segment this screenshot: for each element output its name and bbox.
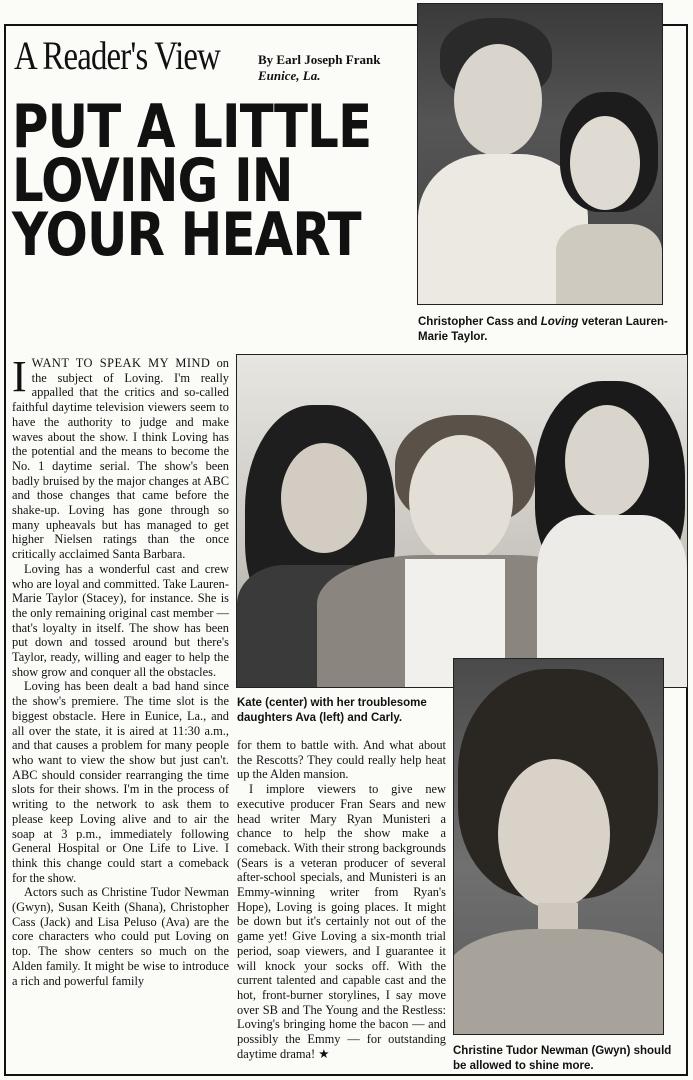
headline-line-2: LOVING IN <box>12 146 293 216</box>
drop-cap: I <box>12 352 27 401</box>
paragraph-5: for them to battle with. And what about the Rescotts? They could really help heat up the Alden mansion. <box>237 738 446 782</box>
paragraph-4: Actors such as Christine Tudor Newman (Gwyn), Susan Keith (Shana), Christopher Cass (Jack) and Lisa Peluso (Ava) are the core characters who could put Loving on top. The show centers so much on the Alden family. It might be wise to introduce a rich and powerful family <box>12 885 229 988</box>
article-column-1 <box>12 352 229 988</box>
caption-top-show: Loving <box>540 316 579 328</box>
caption-top-text-1: Christopher Cass and <box>418 316 541 328</box>
lead-in: WANT TO SPEAK MY MIND <box>31 356 211 370</box>
paragraph-3: Loving has been dealt a bad hand since the show's premiere. The time slot is the biggest obstacle. Here in Eunice, La., and all over the state, it is aired at 11:30 a.m., and that causes a problem for many people who want to view the show but just can't. ABC should consider rearranging the time slots for their shows. I'm in the process of writing to the network to ask them to please keep Loving alive and to air the soap at 3 p.m., immediately following General Hospital or One Life to Live. I think this change could start a comeback for the show. <box>12 679 229 885</box>
paragraph-1 <box>12 352 229 562</box>
caption-bottom: Christine Tudor Newman (Gwyn) should be allowed to shine more. <box>453 1045 672 1072</box>
caption-middle: Kate (center) with her troublesome daughters Ava (left) and Carly. <box>237 697 427 724</box>
headline-line-3: YOUR HEART <box>12 200 361 270</box>
photo-christine-tudor-newman <box>453 658 664 1035</box>
photo-cass-taylor <box>417 3 663 305</box>
caption-top-text-2: veteran Lauren-Marie Taylor. <box>418 316 668 343</box>
caption-top <box>418 315 668 345</box>
article-column-2 <box>237 738 446 1061</box>
byline-author: By Earl Joseph Frank <box>258 52 381 67</box>
headline-line-1: PUT A LITTLE <box>12 92 372 162</box>
byline-location: Eunice, La. <box>258 68 321 83</box>
section-kicker: A Reader's View <box>14 33 221 78</box>
byline <box>258 52 380 84</box>
paragraph-2: Loving has a wonderful cast and crew who are loyal and committed. Take Lauren-Marie Taylor (Stacey), for instance. She is the only remaining original cast member — that's loyalty in itself. The show has been put down and tossed around but there's Taylor, ready, willing and eager to help the show grow and conquer all the obstacles. <box>12 561 229 679</box>
headline <box>12 92 372 270</box>
paragraph-6: I implore viewers to give new executive producer Fran Sears and new head writer Mary Ryan Munisteri a chance to help the show make a comeback. With their strong backgrounds (Sears is a veteran producer of several after-school specials, and Munisteri is an Emmy-winning writer from Ryan's Hope), Loving is going places. It might be down but it's certainly not out of the game yet! Give Loving a six-month trial period, soap viewers, and I guarantee it will knock your socks off. With the current talented and capable cast and the hot, front-burner storylines, I say move over SB and The Young and the Restless: Loving's bringing home the bacon — and possibly the Emmy — for outstanding daytime drama! ★ <box>237 782 446 1061</box>
paragraph-1-text: on the subject of Loving. I'm really appalled that the critics and so-called faithful daytime television viewers seem to have the authority to judge and make waves about the show. I think Loving has the potential and the means to become the No. 1 daytime serial. The show's been badly bruised by the major changes at ABC and those changes that came before the shake-up. Loving has gone through so many upheavals but has managed to get higher Nielsen ratings than the once critically acclaimed Santa Barbara. <box>12 356 229 562</box>
photo-kate-daughters <box>236 354 688 688</box>
